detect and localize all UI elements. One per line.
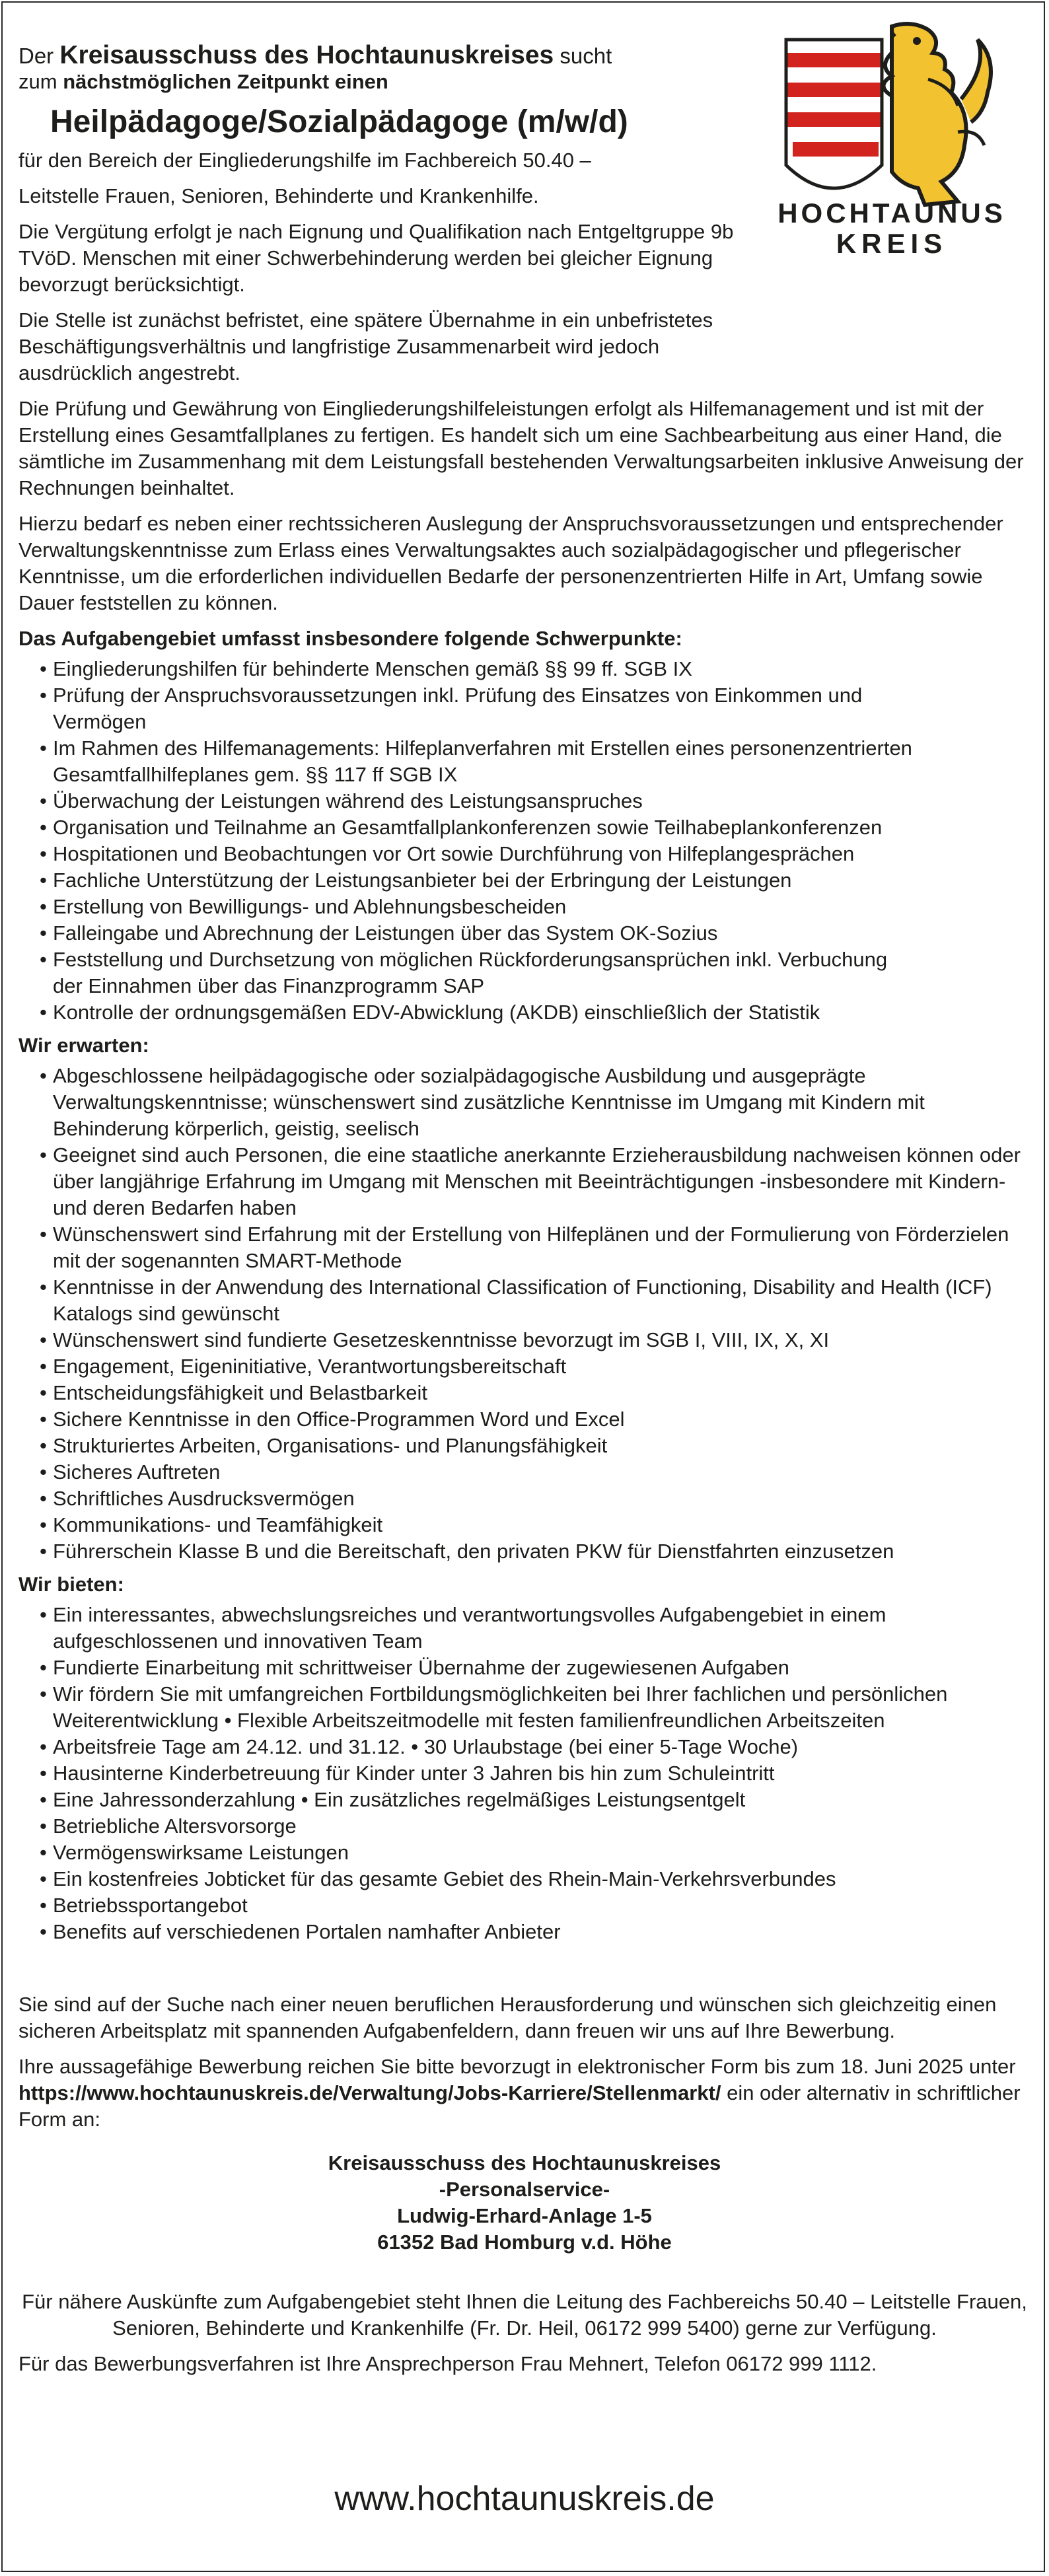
list-item: • Arbeitsfreie Tage am 24.12. und 31.12. • 30 Urlaubstage (bei einer 5-Tage Woche) (53, 1734, 1031, 1760)
list-item: • Betriebssportangebot (53, 1892, 1031, 1919)
employer-post: sucht (560, 44, 612, 68)
list-item: • Feststellung und Durchsetzung von möglichen Rückforderungsansprüchen inkl. Verbuchung der Einnahmen über das Finanzprogramm SAP (53, 947, 912, 999)
list-item: • Betriebliche Altersvorsorge (53, 1813, 1031, 1840)
list-item: • Wir fördern Sie mit umfangreichen Fortbildungsmöglichkeiten bei Ihrer fachlichen und persönlichen Weiterentwicklung • Flexible Arbeitszeitmodelle mit festen familienfreundlichen Arbeitszeiten (53, 1681, 1031, 1734)
timing-line (18, 69, 765, 94)
offer-title: Wir bieten: (18, 1573, 124, 1596)
employer-name: Kreisausschuss des Hochtaunuskreises (59, 41, 554, 69)
postal-address (18, 2150, 1031, 2256)
tasks-title: Das Aufgabengebiet umfasst insbesondere folgende Schwerpunkte: (18, 627, 682, 650)
intro-unit: Leitstelle Frauen, Senioren, Behinderte und Krankenhilfe. (18, 184, 539, 207)
list-item: • Eingliederungshilfen für behinderte Menschen gemäß §§ 99 ff. SGB IX (53, 656, 1031, 682)
list-item: • Benefits auf verschiedenen Portalen namhafter Anbieter (53, 1919, 1031, 1945)
application-text-end: ein oder alternativ in schriftlicher Form an: (18, 2081, 1021, 2131)
list-item: • Kontrolle der ordnungsgemäßen EDV-Abwicklung (AKDB) einschließlich der Statistik (53, 999, 1031, 1026)
list-item: • Entscheidungsfähigkeit und Belastbarkeit (53, 1380, 1031, 1406)
list-item: • Engagement, Eigeninitiative, Verantwortungsbereitschaft (53, 1353, 1031, 1380)
list-item: • Fachliche Unterstützung der Leistungsanbieter bei der Erbringung der Leistungen (53, 867, 1031, 894)
list-item: • Strukturiertes Arbeiten, Organisations- und Planungsfähigkeit (53, 1433, 1031, 1459)
contact-department: Für nähere Auskünfte zum Aufgabengebiet steht Ihnen die Leitung des Fachbereichs 50.40 – Leitstelle Frauen, Senioren, Behinderte und Krankenhilfe (Fr. Dr. Heil, 06172 999 5400) gerne zur Verfügung. (22, 2290, 1027, 2340)
intro-contract: Die Stelle ist zunächst befristet, eine spätere Übernahme in ein unbefristetes Beschäftigungsverhältnis und langfristige Zusammenarbeit wird jedoch ausdrücklich angestrebt. (18, 308, 713, 384)
expect-list (18, 1063, 1031, 1565)
list-item: • Führerschein Klasse B und die Bereitschaft, den privaten PKW für Dienstfahrten einzusetzen (53, 1538, 1031, 1565)
closing-paragraph: Sie sind auf der Suche nach einer neuen beruflichen Herausforderung und wünschen sich gleichzeitig einen sicheren Arbeitsplatz mit spannenden Aufgabenfeldern, dann freuen wir uns auf Ihre Bewerbung. (18, 1993, 997, 2042)
list-item: • Kenntnisse in der Anwendung des International Classification of Functioning, Disability and Health (ICF) Katalogs sind gewünscht (53, 1274, 1031, 1327)
address-line: Kreisausschuss des Hochtaunuskreises (328, 2151, 721, 2174)
employer-line (18, 42, 765, 69)
list-item: • Ein kostenfreies Jobticket für das gesamte Gebiet des Rhein-Main-Verkehrsverbundes (53, 1866, 1031, 1892)
tasks-list (18, 656, 1031, 1026)
list-item: • Geeignet sind auch Personen, die eine staatliche anerkannte Erzieherausbildung nachweisen können oder über langjährige Erfahrung im Umgang mit Menschen mit Beeinträchtigungen -insbesondere mit Kindern- und deren Bedarfen haben (53, 1142, 1031, 1221)
application-url-link[interactable]: https://www.hochtaunuskreis.de/Verwaltung/Jobs-Karriere/Stellenmarkt/ (18, 2081, 721, 2104)
list-item: • Im Rahmen des Hilfemanagements: Hilfeplanverfahren mit Erstellen eines personenzentrierten Gesamtfallhilfeplanes gem. §§ 117 ff SGB IX (53, 735, 1031, 788)
offer-list (18, 1602, 1031, 1945)
list-item: • Wünschenswert sind Erfahrung mit der Erstellung von Hilfeplänen und der Formulierung von Förderzielen mit der sogenannten SMART-Methode (53, 1221, 1031, 1274)
intro-block (18, 42, 765, 386)
list-item: • Eine Jahressonderzahlung • Ein zusätzliches regelmäßiges Leistungsentgelt (53, 1787, 1031, 1813)
timing-pre: zum (18, 70, 57, 93)
list-item: • Wünschenswert sind fundierte Gesetzeskenntnisse bevorzugt im SGB I, VIII, IX, X, XI (53, 1327, 1031, 1353)
list-item: • Sichere Kenntnisse in den Office-Programmen Word und Excel (53, 1406, 1031, 1433)
list-item: • Sicheres Auftreten (53, 1459, 1031, 1485)
list-item: • Ein interessantes, abwechslungsreiches und verantwortungsvolles Aufgabengebiet in einem aufgeschlossenen und innovativen Team (53, 1602, 1031, 1655)
application-text: Ihre aussagefähige Bewerbung reichen Sie bitte bevorzugt in elektronischer Form bis zum 18. Juni 2025 unter (18, 2055, 1016, 2078)
body-paragraph-1: Die Prüfung und Gewährung von Eingliederungshilfeleistungen erfolgt als Hilfemanagement und ist mit der Erstellung eines Gesamtfallplanes zu fertigen. Es handelt sich um eine Sachbearbeitung aus einer Hand, die sämtliche im Zusammenhang mit dem Leistungsfall bestehenden Verwaltungsarbeiten inklusive Anweisung der Rechnungen beinhaltet. (18, 397, 1024, 499)
intro-department: für den Bereich der Eingliederungshilfe im Fachbereich 50.40 – (18, 149, 591, 172)
list-item: • Organisation und Teilnahme an Gesamtfallplankonferenzen sowie Teilhabeplankonferenzen (53, 814, 1031, 841)
list-item: • Hospitationen und Beobachtungen vor Ort sowie Durchführung von Hilfeplangesprächen (53, 841, 1031, 867)
address-line: -Personalservice- (439, 2178, 610, 2201)
contact-hr: Für das Bewerbungsverfahren ist Ihre Ansprechperson Frau Mehnert, Telefon 06172 999 1112. (18, 2352, 877, 2375)
list-item: • Fundierte Einarbeitung mit schrittweiser Übernahme der zugewiesenen Aufgaben (53, 1655, 1031, 1681)
address-line: 61352 Bad Homburg v.d. Höhe (377, 2231, 672, 2254)
list-item: • Falleingabe und Abrechnung der Leistungen über das System OK-Sozius (53, 920, 1031, 947)
address-line: Ludwig-Erhard-Anlage 1-5 (397, 2204, 652, 2227)
list-item: • Erstellung von Bewilligungs- und Ablehnungsbescheiden (53, 894, 1031, 920)
list-item: • Abgeschlossene heilpädagogische oder sozialpädagogische Ausbildung und ausgeprägte Verwaltungskenntnisse; wünschenswert sind zusätzliche Kenntnisse im Umgang mit Kindern mit Behinderung körperlich, geistig, seelisch (53, 1063, 1031, 1142)
job-ad-content (18, 42, 1031, 2386)
intro-pay: Die Vergütung erfolgt je nach Eignung und Qualifikation nach Entgeltgruppe 9b TVöD. Menschen mit einer Schwerbehinderung werden bei gleicher Eignung bevorzugt berücksichtigt. (18, 220, 734, 296)
list-item: • Kommunikations- und Teamfähigkeit (53, 1512, 1031, 1538)
logo-text-kreis: KREIS (836, 228, 948, 259)
website-link[interactable]: www.hochtaunuskreis.de (334, 2480, 715, 2518)
list-item: • Überwachung der Leistungen während des Leistungsanspruches (53, 788, 1031, 814)
list-item: • Schriftliches Ausdrucksvermögen (53, 1485, 1031, 1512)
expect-title: Wir erwarten: (18, 1034, 149, 1057)
list-item: • Hausinterne Kinderbetreuung für Kinder unter 3 Jahren bis hin zum Schuleintritt (53, 1760, 1031, 1787)
timing-bold: nächstmöglichen Zeitpunkt einen (63, 70, 388, 93)
list-item: • Vermögenswirksame Leistungen (53, 1840, 1031, 1866)
body-paragraph-2: Hierzu bedarf es neben einer rechtssicheren Auslegung der Anspruchsvoraussetzungen und entsprechender Verwaltungskenntnisse zum Erlass eines Verwaltungsaktes auch sozialpädagogischer und pflegerischer Kenntnisse, um die erforderlichen individuellen Bedarfe der personenzentrierten Hilfe in Art, Umfang sowie Dauer feststellen zu können. (18, 512, 1003, 614)
employer-pre: Der (18, 44, 54, 68)
logo-text-hochtaunus: HOCHTAUNUS (778, 197, 1006, 229)
application-paragraph (18, 2054, 1031, 2133)
list-item: • Prüfung der Anspruchsvoraussetzungen inkl. Prüfung des Einsatzes von Einkommen und Vermögen (53, 682, 912, 735)
job-title: Heilpädagoge/Sozialpädagoge (m/w/d) (50, 104, 628, 139)
